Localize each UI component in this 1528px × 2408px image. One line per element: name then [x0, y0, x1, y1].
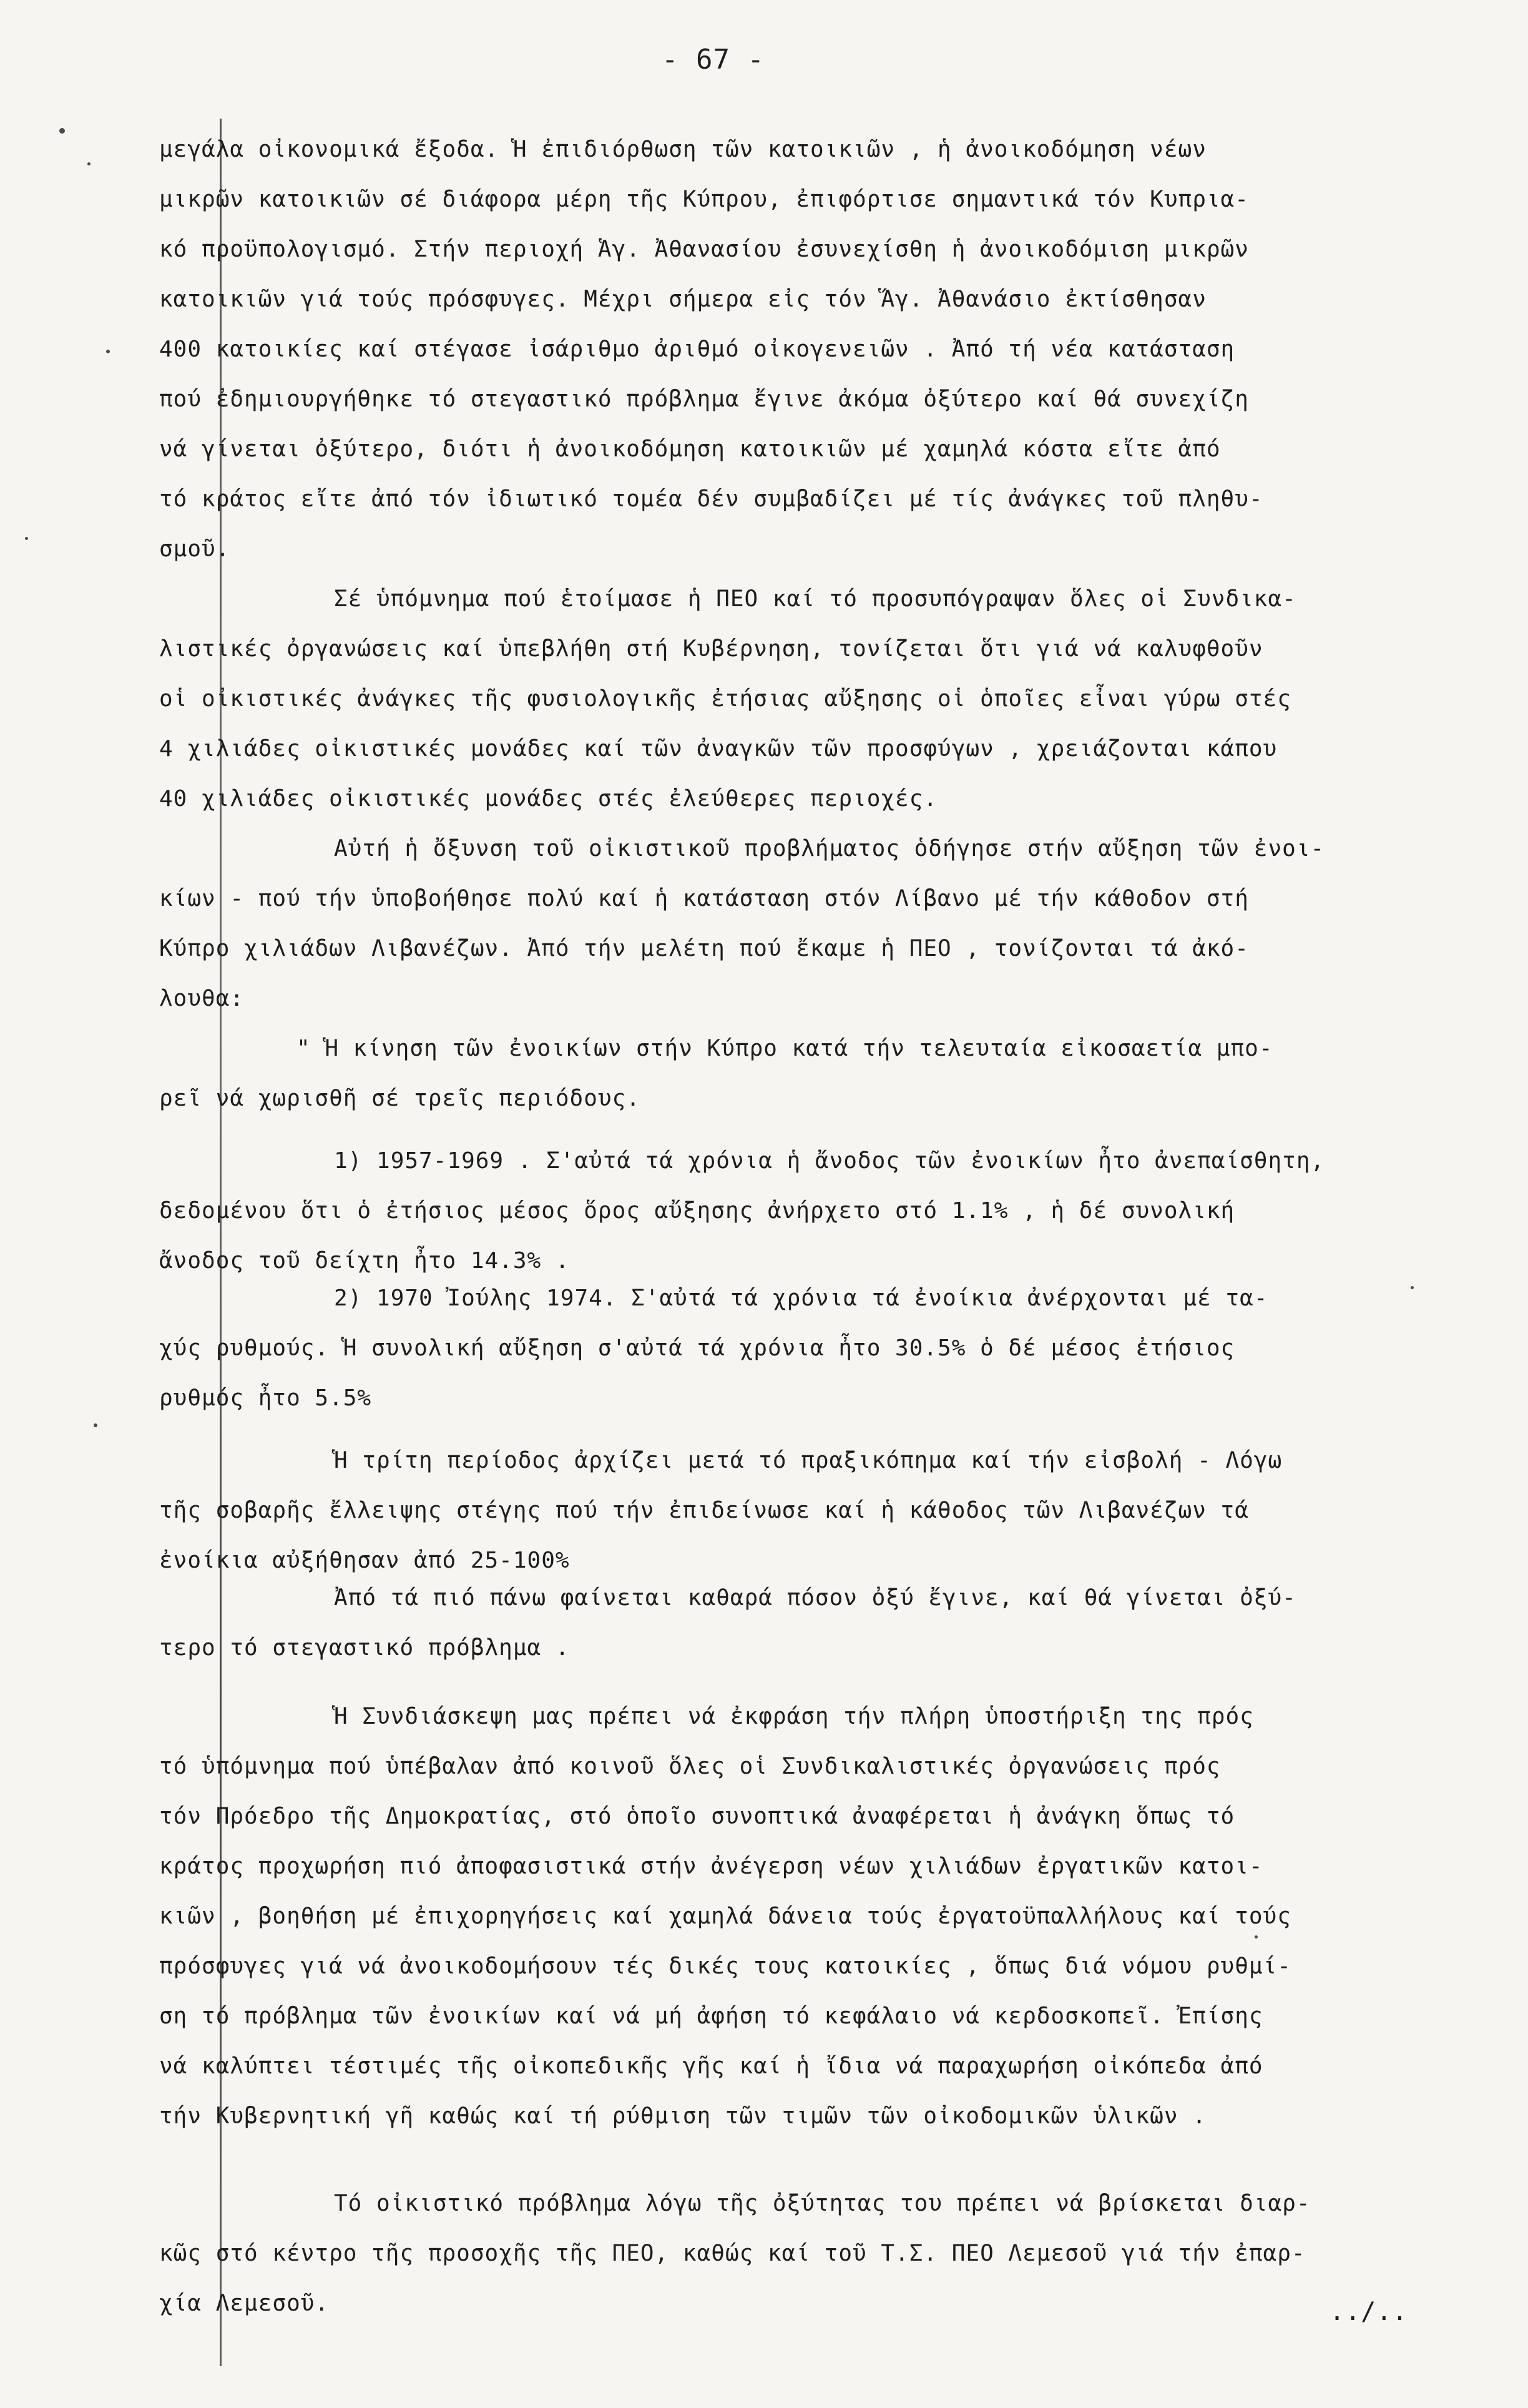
- text-line: Σέ ὑπόμνημα πού ἑτοίμασε ἡ ΠΕΟ καί τό προσυπόγραψαν ὅλες οἱ Συνδικα-: [334, 586, 1296, 612]
- text-line: ση τό πρόβλημα τῶν ἐνοικίων καί νά μή ἀφήση τό κεφάλαιο νά κερδοσκοπεῖ. Ἐπίσης: [159, 2003, 1263, 2029]
- text-line: μικρῶν κατοικιῶν σέ διάφορα μέρη τῆς Κύπρου, ἐπιφόρτισε σημαντικά τόν Κυπρια-: [159, 187, 1249, 212]
- text-line: 40 χιλιάδες οἰκιστικές μονάδες στές ἐλεύθερες περιοχές.: [159, 786, 938, 812]
- text-line: κίων - πού τήν ὑποβοήθησε πολύ καί ἡ κατάσταση στόν Λίβανο μέ τήν κάθοδον στή: [159, 886, 1249, 912]
- text-line: τήν Κυβερνητική γῆ καθώς καί τή ρύθμιση τῶν τιμῶν τῶν οἰκοδομικῶν ὑλικῶν .: [159, 2103, 1207, 2129]
- paragraph: [159, 2179, 1476, 2329]
- text-line: τερο τό στεγαστικό πρόβλημα .: [159, 1635, 570, 1661]
- text-line: 4 χιλιάδες οἰκιστικές μονάδες καί τῶν ἀναγκῶν τῶν προσφύγων , χρειάζονται κάπου: [159, 736, 1278, 762]
- text-line: ρεῖ νά χωρισθῆ σέ τρεῖς περιόδους.: [159, 1086, 640, 1111]
- paragraph: [159, 1274, 1476, 1423]
- text-line: δεδομένου ὅτι ὁ ἐτήσιος μέσος ὅρος αὔξησης ἀνήρχετο στό 1.1% , ἡ δέ συνολική: [159, 1198, 1235, 1224]
- text-line: λιστικές ὀργανώσεις καί ὑπεβλήθη στή Κυβέρνηση, τονίζεται ὅτι γιά νά καλυφθοῦν: [159, 636, 1263, 662]
- text-line: κράτος προχωρήση πιό ἀποφασιστικά στήν ἀνέγερση νέων χιλιάδων ἐργατικῶν κατοι-: [159, 1854, 1263, 1879]
- paragraph: [159, 574, 1476, 824]
- speck: [25, 537, 28, 540]
- text-line: χύς ρυθμούς. Ἡ συνολική αὔξηση σ'αὐτά τά χρόνια ἦτο 30.5% ὁ δέ μέσος ἐτήσιος: [159, 1335, 1235, 1361]
- speck: [59, 128, 65, 134]
- paragraph: [159, 125, 1476, 574]
- paragraph: [159, 1436, 1476, 1586]
- text-line: πού ἐδημιουργήθηκε τό στεγαστικό πρόβλημα ἔγινε ἀκόμα ὀξύτερο καί θά συνεχίζη: [159, 386, 1249, 412]
- speck: [87, 162, 91, 165]
- text-line: νά καλύπτει τέστιμές τῆς οἰκοπεδικῆς γῆς καί ἡ ἴδια νά παραχωρήση οἰκόπεδα ἀπό: [159, 2053, 1263, 2079]
- text-line: σμοῦ.: [159, 536, 230, 562]
- text-line: μεγάλα οἰκονομικά ἔξοδα. Ἡ ἐπιδιόρθωση τῶν κατοικιῶν , ἡ ἀνοικοδόμηση νέων: [159, 137, 1207, 162]
- text-line: κῶς στό κέντρο τῆς προσοχῆς τῆς ΠΕΟ, καθώς καί τοῦ Τ.Σ. ΠΕΟ Λεμεσοῦ γιά τήν ἐπαρ-: [159, 2241, 1306, 2266]
- text-line: Κύπρο χιλιάδων Λιβανέζων. Ἀπό τήν μελέτη πού ἔκαμε ἡ ΠΕΟ , τονίζονται τά ἀκό-: [159, 936, 1249, 961]
- text-line: κατοικιῶν γιά τούς πρόσφυγες. Μέχρι σήμερα εἰς τόν Ἅγ. Ἀθανάσιο ἐκτίσθησαν: [159, 287, 1207, 312]
- paragraph: [159, 1573, 1476, 1673]
- text-line: νά γίνεται ὀξύτερο, διότι ἡ ἀνοικοδόμηση κατοικιῶν μέ χαμηλά κόστα εἴτε ἀπό: [159, 436, 1221, 462]
- text-line: κό προϋπολογισμό. Στήν περιοχή Ἁγ. Ἀθανασίου ἐσυνεχίσθη ἡ ἀνοικοδόμιση μικρῶν: [159, 237, 1249, 262]
- text-line: 2) 1970 Ἰούλης 1974. Σ'αὐτά τά χρόνια τά ἐνοίκια ἀνέρχονται μέ τα-: [334, 1285, 1268, 1311]
- text-line: τό ὑπόμνημα πού ὑπέβαλαν ἀπό κοινοῦ ὅλες οἱ Συνδικαλιστικές ὀργανώσεις πρός: [159, 1754, 1221, 1779]
- text-line: Τό οἰκιστικό πρόβλημα λόγω τῆς ὀξύτητας του πρέπει νά βρίσκεται διαρ-: [334, 2191, 1311, 2216]
- text-line: πρόσφυγες γιά νά ἀνοικοδομήσουν τές δικές τους κατοικίες , ὅπως διά νόμου ρυθμί-: [159, 1953, 1291, 1979]
- text-line: Ἡ Συνδιάσκεψη μας πρέπει νά ἐκφράση τήν πλήρη ὑποστήριξη της πρός: [334, 1704, 1254, 1729]
- text-line: τῆς σοβαρῆς ἔλλειψης στέγης πού τήν ἐπιδείνωσε καί ἡ κάθοδος τῶν Λιβανέζων τά: [159, 1498, 1249, 1523]
- speck: [94, 1423, 97, 1427]
- text-line: κιῶν , βοηθήση μέ ἐπιχορηγήσεις καί χαμηλά δάνεια τούς ἐργατοϋπαλλήλους καί τούς: [159, 1904, 1291, 1929]
- text-line: 400 κατοικίες καί στέγασε ἰσάριθμο ἀριθμό οἰκογενειῶν . Ἀπό τή νέα κατάσταση: [159, 337, 1235, 362]
- text-line: Ἡ τρίτη περίοδος ἀρχίζει μετά τό πραξικόπημα καί τήν εἰσβολή - Λόγω: [334, 1448, 1283, 1473]
- text-line: ἄνοδος τοῦ δείχτη ἦτο 14.3% .: [159, 1248, 570, 1274]
- text-line: οἱ οἰκιστικές ἀνάγκες τῆς φυσιολογικῆς ἐτήσιας αὔξησης οἱ ὁποῖες εἶναι γύρω στές: [159, 686, 1291, 712]
- page-number: - 67 -: [662, 44, 765, 76]
- speck: [106, 350, 110, 353]
- text-line: ρυθμός ἦτο 5.5%: [159, 1385, 372, 1411]
- paragraph: [159, 1692, 1476, 2141]
- text-line: Ἀπό τά πιό πάνω φαίνεται καθαρά πόσον ὀξύ ἔγινε, καί θά γίνεται ὀξύ-: [334, 1585, 1296, 1611]
- text-line: λουθα:: [159, 986, 245, 1011]
- text-line: τόν Πρόεδρο τῆς Δημοκρατίας, στό ὁποῖο συνοπτικά ἀναφέρεται ἡ ἀνάγκη ὅπως τό: [159, 1804, 1235, 1829]
- text-line: 1) 1957-1969 . Σ'αὐτά τά χρόνια ἡ ἄνοδος τῶν ἐνοικίων ἦτο ἀνεπαίσθητη,: [334, 1148, 1325, 1174]
- continuation-mark: ../..: [1330, 2297, 1408, 2326]
- text-line: Αὐτή ἡ ὄξυνση τοῦ οἰκιστικοῦ προβλήματος ὁδήγησε στήν αὔξηση τῶν ἐνοι-: [334, 836, 1325, 862]
- text-line: χία Λεμεσοῦ.: [159, 2291, 330, 2316]
- text-line: ἐνοίκια αὐξήθησαν ἀπό 25-100%: [159, 1548, 570, 1573]
- paragraph: [159, 824, 1476, 1024]
- text-line: τό κράτος εἴτε ἀπό τόν ἰδιωτικό τομέα δέν συμβαδίζει μέ τίς ἀνάγκες τοῦ πληθυ-: [159, 486, 1263, 512]
- text-line: " Ἡ κίνηση τῶν ἐνοικίων στήν Κύπρο κατά τήν τελευταία εἰκοσαετία μπο-: [296, 1036, 1273, 1061]
- paragraph: [159, 1024, 1476, 1124]
- paragraph: [159, 1136, 1476, 1286]
